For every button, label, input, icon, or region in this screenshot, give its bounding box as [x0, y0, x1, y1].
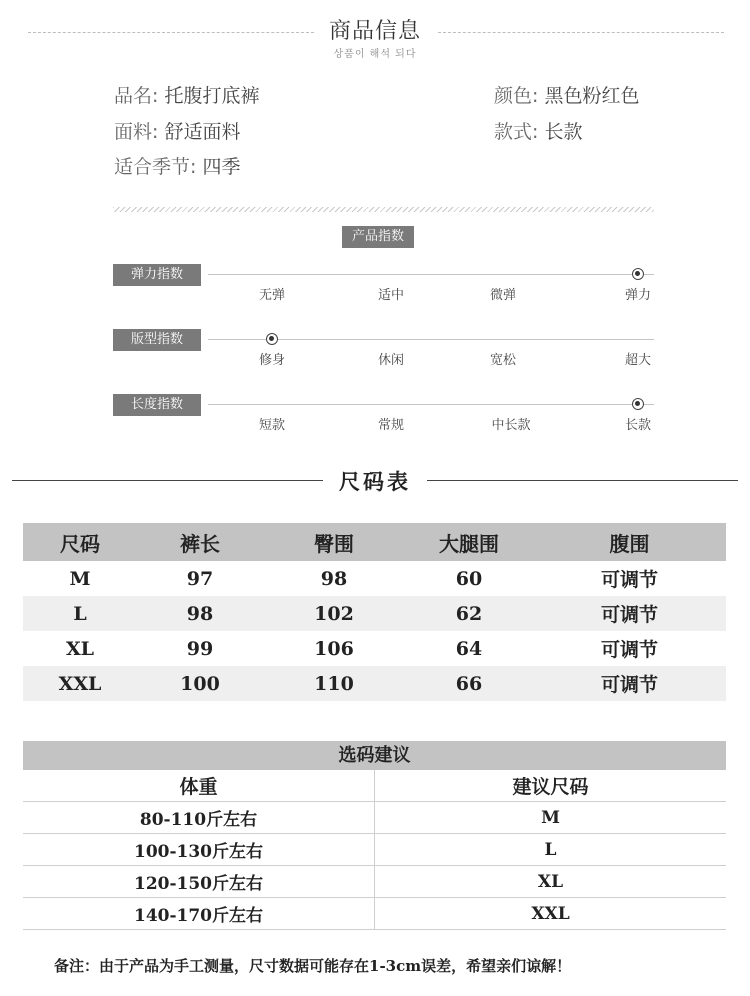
recommend-weight: 80-110斤左右 [23, 802, 375, 833]
info-fabric [114, 117, 240, 144]
recommend-header [23, 770, 726, 802]
info-color-key: 颜色: [494, 85, 539, 107]
size-cell: 64 [455, 637, 483, 660]
recommend-weight: 100-130斤左右 [23, 834, 375, 865]
indices-title: 产品指数 [342, 226, 414, 248]
recommend-title: 选码建议 [23, 741, 726, 770]
info-style [494, 117, 582, 144]
index-option: 休闲 [377, 353, 404, 368]
table-row [23, 561, 726, 596]
table-row [23, 802, 726, 834]
recommend-size: M [541, 807, 560, 828]
recommend-weight: 140-170斤左右 [23, 898, 375, 929]
size-cell: 100 [180, 672, 220, 695]
size-cell: 62 [455, 602, 483, 625]
info-season-value: 四季 [202, 156, 241, 178]
size-cell: 98 [186, 602, 214, 625]
page-subtitle: 상품이 해석 되다 [333, 49, 417, 60]
recommend-size: L [544, 839, 557, 860]
size-header-cell: 尺码 [60, 531, 100, 556]
size-cell: 106 [314, 637, 354, 660]
index-label-elasticity: 弹力指数 [113, 264, 201, 286]
info-name [114, 81, 259, 108]
info-style-value: 长款 [544, 121, 583, 143]
index-marker-length [632, 398, 644, 410]
table-row [23, 834, 726, 866]
info-season-key: 适合季节: [114, 156, 197, 178]
size-cell: 102 [314, 602, 354, 625]
size-cell: L [73, 602, 87, 625]
size-cell: 可调节 [600, 639, 658, 661]
hatch-divider [113, 207, 654, 212]
table-row [23, 898, 726, 930]
index-track-elasticity [208, 274, 654, 275]
size-cell: 可调节 [600, 604, 658, 626]
index-option: 中长款 [491, 418, 531, 433]
size-table-header [23, 523, 726, 561]
recommend-header-cell: 体重 [23, 770, 375, 801]
size-cell: 60 [455, 567, 483, 590]
index-label-length: 长度指数 [113, 394, 201, 416]
size-cell: 可调节 [600, 569, 658, 591]
index-label-fit: 版型指数 [113, 329, 201, 351]
size-cell: M [69, 567, 91, 590]
size-cell: 66 [455, 672, 483, 695]
size-cell: XXL [58, 672, 102, 695]
index-option: 长款 [624, 418, 651, 433]
index-marker-elasticity [632, 268, 644, 280]
info-fabric-value: 舒适面料 [164, 121, 241, 143]
size-cell: 99 [186, 637, 214, 660]
index-option: 微弹 [489, 288, 516, 303]
size-cell: 97 [186, 567, 214, 590]
index-marker-fit [266, 333, 278, 345]
table-row [23, 666, 726, 701]
table-row [23, 596, 726, 631]
index-option: 无弹 [258, 288, 285, 303]
info-fabric-key: 面料: [114, 121, 159, 143]
info-name-value: 托腹打底裤 [164, 85, 260, 107]
size-section-title: 尺码表 [339, 470, 411, 494]
table-row [23, 631, 726, 666]
index-option: 适中 [377, 288, 404, 303]
index-option: 弹力 [624, 288, 651, 303]
size-table [23, 523, 726, 701]
size-header-cell: 大腿围 [439, 531, 499, 556]
index-option: 短款 [258, 418, 285, 433]
size-cell: 可调节 [600, 674, 658, 696]
recommend-header-cell: 建议尺码 [512, 776, 589, 798]
index-option: 宽松 [489, 353, 516, 368]
size-cell: 110 [314, 672, 354, 695]
size-header-cell: 臀围 [314, 531, 354, 556]
info-color [494, 81, 639, 108]
index-option: 超大 [624, 353, 651, 368]
size-cell: XL [65, 637, 95, 660]
index-option: 常规 [377, 418, 404, 433]
size-header-cell: 裤长 [180, 531, 220, 556]
recommend-size: XL [537, 871, 564, 892]
table-row [23, 866, 726, 898]
info-name-key: 品名: [114, 85, 159, 107]
size-header-cell: 腹围 [609, 531, 650, 556]
index-option: 修身 [258, 353, 285, 368]
recommend-size: XXL [531, 903, 570, 924]
index-track-length [208, 404, 654, 405]
recommend-table [23, 741, 726, 930]
measurement-note: 备注：由于产品为手工测量，尺寸数据可能存在1-3cm误差，希望亲们谅解！ [54, 957, 572, 975]
info-season [114, 152, 240, 179]
info-style-key: 款式: [494, 121, 539, 143]
info-color-value: 黑色粉红色 [544, 85, 640, 107]
size-cell: 98 [320, 567, 348, 590]
recommend-weight: 120-150斤左右 [23, 866, 375, 897]
page-title: 商品信息 [328, 19, 421, 44]
